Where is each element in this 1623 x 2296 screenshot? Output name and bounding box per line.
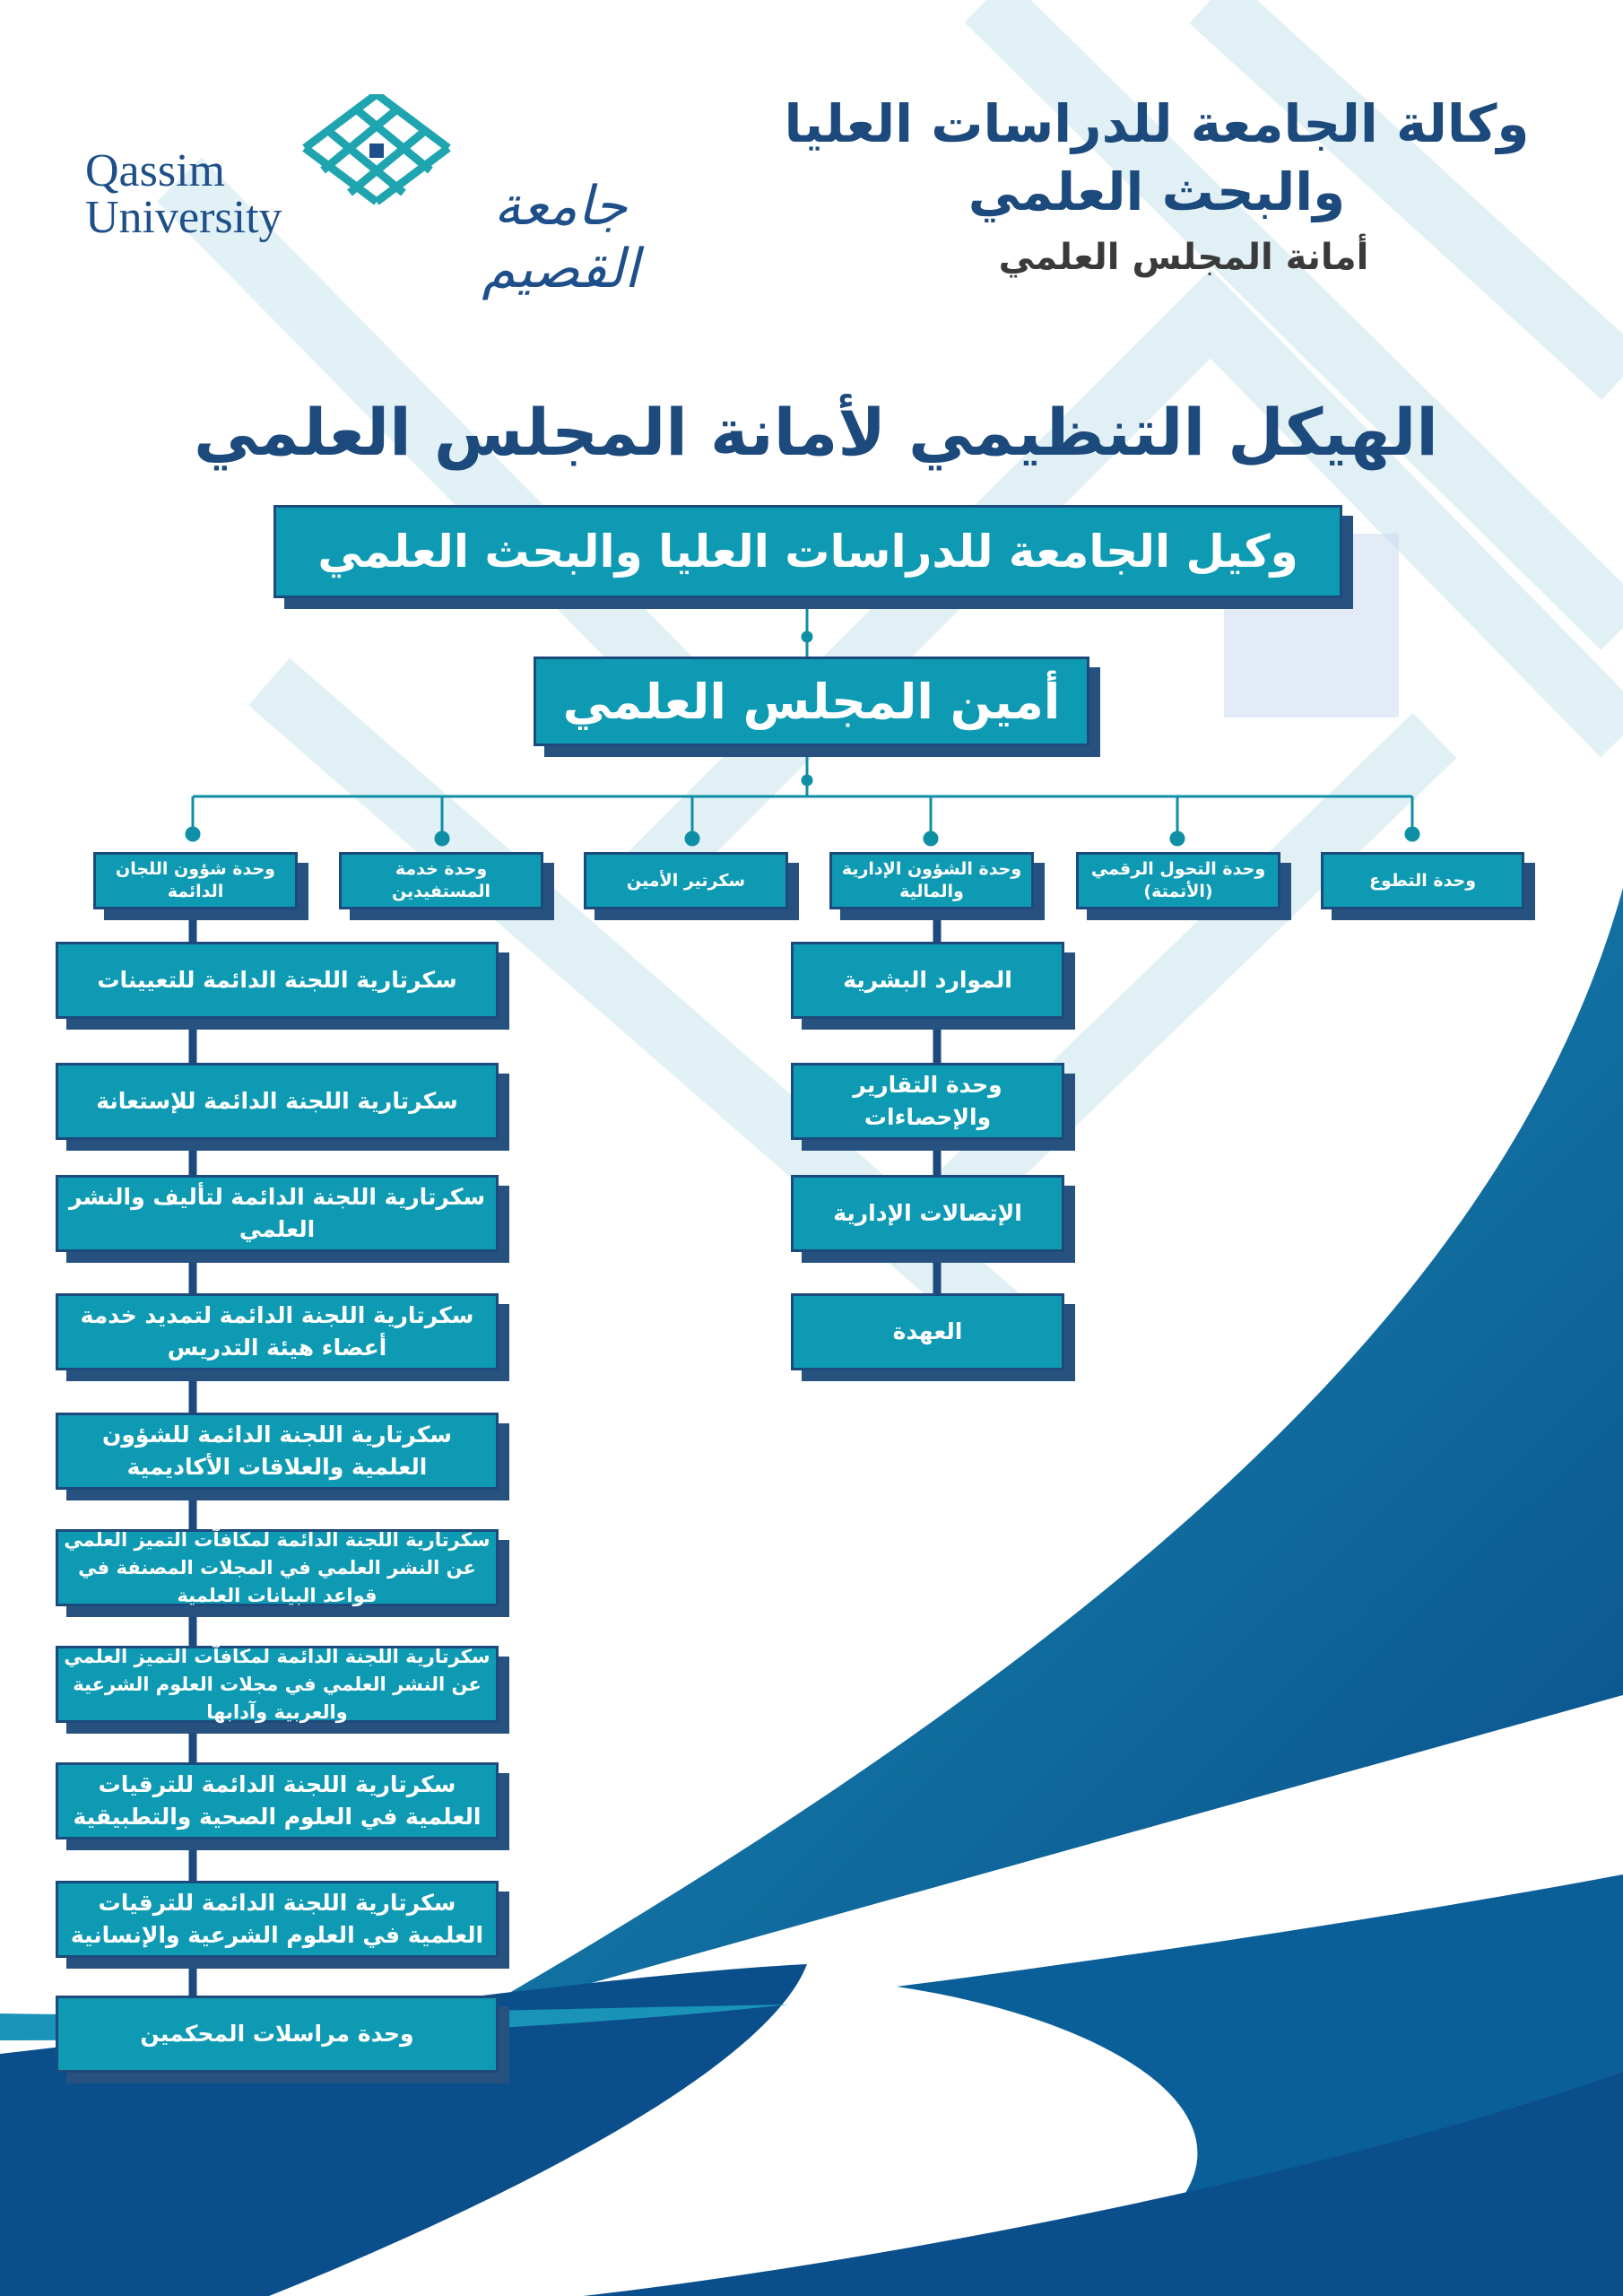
committee-sub-academic-affairs-label: سكرتارية اللجنة الدائمة للشؤون العلمية والعلاقات الأكاديمية	[102, 1422, 452, 1480]
council-secretary-general-label: أمين المجلس العلمي	[562, 673, 1061, 730]
committee-sub-excellence-indexed-label: سكرتارية اللجنة الدائمة لمكافآت التميز العلمي عن النشر العلمي في المجلات المصنفة في قواعد البيانات العلمية	[64, 1528, 490, 1606]
unit-digital-transformation	[1076, 852, 1280, 909]
committee-sub-outsourcing	[56, 1063, 499, 1140]
committee-sub-service-extension-label: سكرتارية اللجنة الدائمة لتمديد خدمة أعضاء هيئة التدريس	[80, 1302, 474, 1361]
committee-sub-outsourcing-label: سكرتارية اللجنة الدائمة للإستعانة	[96, 1088, 458, 1114]
logo-arabic-text: جامعة القصيم	[482, 175, 639, 300]
admin-sub-communications-label: الإتصالات الإدارية	[833, 1200, 1022, 1226]
vice-rector-label: وكيل الجامعة للدراسات العليا والبحث العلمي	[317, 526, 1298, 578]
admin-sub-communications	[791, 1175, 1064, 1252]
admin-sub-reports-label: وحدة التقارير والإحصاءات	[853, 1072, 1002, 1130]
committee-sub-authorship-label: سكرتارية اللجنة الدائمة لتأليف والنشر العلمي	[68, 1184, 486, 1242]
admin-sub-hr	[791, 942, 1064, 1019]
admin-sub-custody	[791, 1293, 1064, 1370]
committee-sub-promotions-humanities	[56, 1881, 499, 1958]
unit-standing-committees-label: وحدة شؤون اللجان الدائمة	[116, 859, 275, 901]
vice-rector-box	[273, 505, 1342, 598]
admin-sub-custody-label: العهدة	[892, 1318, 963, 1344]
unit-volunteering-label: وحدة التطوع	[1368, 870, 1477, 891]
committee-sub-appointments-label: سكرتارية اللجنة الدائمة للتعيينات	[97, 967, 457, 993]
admin-sub-hr-label: الموارد البشرية	[843, 967, 1012, 993]
chart-title: الهيكل التنظيمي لأمانة المجلس العلمي	[193, 395, 1438, 470]
unit-beneficiary-service	[339, 852, 543, 909]
committee-sub-referee-correspondence-label: وحدة مراسلات المحكمين	[140, 2021, 414, 2047]
committee-sub-excellence-sharia	[56, 1646, 499, 1723]
unit-secretary-assistant	[584, 852, 788, 909]
agency-subtitle: أمانة المجلس العلمي	[998, 237, 1369, 278]
committee-sub-excellence-sharia-label: سكرتارية اللجنة الدائمة لمكافآت التميز العلمي عن النشر العلمي في مجلات العلوم الشرعية والعربية وآدابها	[64, 1645, 490, 1723]
committee-sub-referee-correspondence	[56, 1996, 499, 2073]
unit-secretary-assistant-label: سكرتير الأمين	[626, 870, 746, 891]
committee-sub-service-extension	[56, 1293, 499, 1370]
committee-sub-promotions-health	[56, 1762, 499, 1839]
unit-volunteering	[1321, 852, 1524, 909]
unit-digital-transformation-label: وحدة التحول الرقمي (الأتمتة)	[1090, 859, 1266, 901]
committee-sub-academic-affairs	[56, 1413, 499, 1490]
unit-admin-finance-label: وحدة الشؤون الإدارية والمالية	[841, 859, 1022, 901]
committee-sub-promotions-humanities-label: سكرتارية اللجنة الدائمة للترقيات العلمية في العلوم الشرعية والإنسانية	[70, 1890, 484, 1948]
council-secretary-general-box	[534, 657, 1089, 746]
admin-sub-reports	[791, 1063, 1064, 1140]
committee-sub-appointments	[56, 942, 499, 1019]
committee-sub-authorship	[56, 1175, 499, 1252]
committee-sub-excellence-indexed	[56, 1529, 499, 1606]
logo-english-line2: University	[85, 192, 282, 243]
logo-english-line1: Qassim	[85, 145, 225, 196]
committee-sub-promotions-health-label: سكرتارية اللجنة الدائمة للترقيات العلمية في العلوم الصحية والتطبيقية	[73, 1771, 482, 1830]
unit-beneficiary-service-label: وحدة خدمة المستفيدين	[391, 859, 491, 901]
unit-admin-finance	[829, 852, 1034, 909]
agency-title: وكالة الجامعة للدراسات العليا والبحث العلمي	[784, 93, 1530, 222]
unit-standing-committees	[93, 852, 298, 909]
